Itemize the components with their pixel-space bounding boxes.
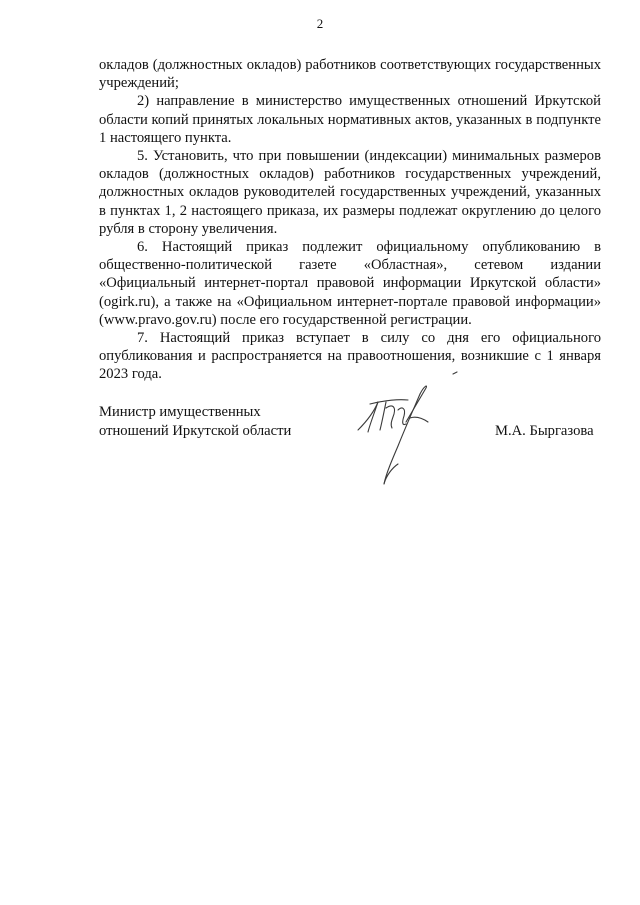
signatory-name: М.А. Быргазова [495,423,594,439]
document-body [99,56,601,384]
paragraph-item-5: 5. Установить, что при повышении (индексации) минимальных размеров окладов (должностных окладов) работников государственных учреждений, должностных окладов руководителей государственных учреждений, указанных в пунктах 1, 2 настоящего приказа, их размеры подлежат округлению до целого рубля в сторону увеличения. [99,148,601,237]
signatory-title [99,403,291,441]
handwritten-signature [340,368,470,498]
paragraph-subitem-2: 2) направление в министерство имущественных отношений Иркутской области копий принятых локальных нормативных актов, указанных в подпункте 1 настоящего пункта. [99,93,601,146]
page-number: 2 [316,16,324,31]
paragraph-continuation: окладов (должностных окладов) работников соответствующих государственных учреждений; [99,57,601,92]
signatory-title-line-1: Министр имущественных [99,404,261,420]
signatory-title-line-2: отношений Иркутской области [99,423,292,439]
paragraph-item-7: 7. Настоящий приказ вступает в силу со дня его официального опубликования и распространяется на правоотношения, возникшие с 1 января 2023 года. [99,330,601,383]
paragraph-item-6: 6. Настоящий приказ подлежит официальному опубликованию в общественно-политической газете «Областная», сетевом издании «Официальный интернет-портал правовой информации Иркутской области» (ogirk.ru), а также на «Официальном интернет-портале правовой информации» (www.pravo.gov.ru) после его государственной регистрации. [99,239,601,328]
